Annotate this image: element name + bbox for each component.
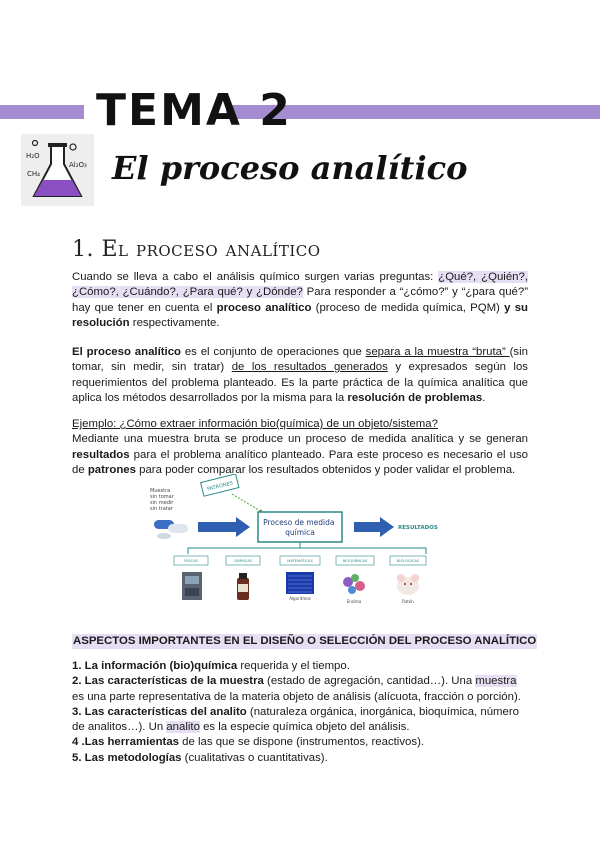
svg-text:PATRONES: PATRONES — [206, 480, 234, 493]
pills-icon — [154, 520, 188, 539]
svg-text:Ratón: Ratón — [402, 599, 414, 604]
header-bar-left — [0, 105, 84, 119]
paragraph-definition: El proceso analítico es el conjunto de operaciones que separa a la muestra “bruta” (sin tomar, sin medir, sin tratar) de los resultados generados y expresados según los requerimientos del problema planteado. Es la parte práctica de la química analítica que aplica los métodos desarrollados por la misma para la resolución de problemas. — [72, 346, 528, 404]
reagent-bottle-icon — [237, 573, 249, 600]
page-title: TEMA 2 — [96, 85, 292, 136]
svg-text:Algoritmos: Algoritmos — [289, 596, 311, 601]
process-diagram — [140, 474, 460, 614]
svg-text:Proceso de medida química: Proceso de medida química — [263, 518, 335, 537]
svg-text:Muestra sin tomar sin: Muestra sin tomar sin medir sin tratar — [150, 488, 174, 512]
svg-text:QUÍMICAS: QUÍMICAS — [234, 559, 252, 563]
list-item: 1. La información (bio)química requerida y el tiempo. — [72, 660, 350, 672]
aspects-heading: ASPECTOS IMPORTANTES EN EL DISEÑO O SELECCIÓN DEL PROCESO ANALÍTICO — [73, 635, 537, 647]
svg-text:BIOQUÍMICAS: BIOQUÍMICAS — [342, 559, 368, 563]
svg-text:H₂O: H₂O — [26, 152, 40, 160]
svg-text:BIOLÓGICAS: BIOLÓGICAS — [396, 559, 420, 563]
list-item: 5. Las metodologías (cualitativas o cuantitativas). — [72, 751, 328, 764]
svg-text:Enzima: Enzima — [346, 599, 362, 604]
chemistry-flask-icon — [21, 134, 94, 206]
list-item: 3. Las características del analito (naturaleza orgánica, inorgánica, bioquímica, número de analitos…). Un analito es la especie química objeto del análisis. — [72, 705, 520, 734]
svg-text:RESULTADOS: RESULTADOS — [398, 525, 438, 531]
list-item: 4 .Las herramientas de las que se dispone (instrumentos, reactivos). — [72, 736, 425, 749]
page-subtitle: El proceso analítico — [112, 149, 468, 187]
highlight-questions: ¿Qué?, ¿Quién?, ¿Cómo?, ¿Cuándo?, ¿Para qué? y ¿Dónde? — [72, 271, 528, 299]
svg-text:Al₂O₃: Al₂O₃ — [69, 161, 87, 169]
instrument-icon — [182, 572, 202, 600]
section-heading: 1. El proceso analítico — [72, 237, 321, 262]
aspects-list — [72, 659, 528, 766]
algorithm-pattern-icon — [286, 572, 314, 594]
list-item: 2. Las características de la muestra (estado de agregación, cantidad…). Una muestra es una parte representativa de la materia objeto de análisis (alícuota, fracción o porción). — [72, 675, 521, 703]
svg-text:FÍSICAS: FÍSICAS — [184, 559, 198, 563]
svg-text:CH₄: CH₄ — [27, 170, 40, 178]
enzyme-icon — [343, 574, 365, 594]
paragraph-example: Ejemplo: ¿Cómo extraer información bio(química) de un objeto/sistema? Mediante una muestra bruta se produce un proceso de medida analítica y se generan resultados para el problema analítico planteado. Para este proceso es necesario el uso de patrones para poder comparar los resultados obtenidos y poder validar el problema. — [72, 418, 528, 476]
paragraph-questions: Cuando se lleva a cabo el análisis químico surgen varias preguntas: ¿Qué?, ¿Quién?, ¿Cómo?, ¿Cuándo?, ¿Para qué? y ¿Dónde? Para responder a “¿cómo?” y “¿para qué?” hay que tener en cuenta el proceso analítico (proceso de medida química, PQM) y su resolución respectivamente. — [72, 271, 529, 329]
mouse-icon — [397, 574, 419, 595]
svg-text:MATEMÁTICAS: MATEMÁTICAS — [287, 559, 313, 563]
